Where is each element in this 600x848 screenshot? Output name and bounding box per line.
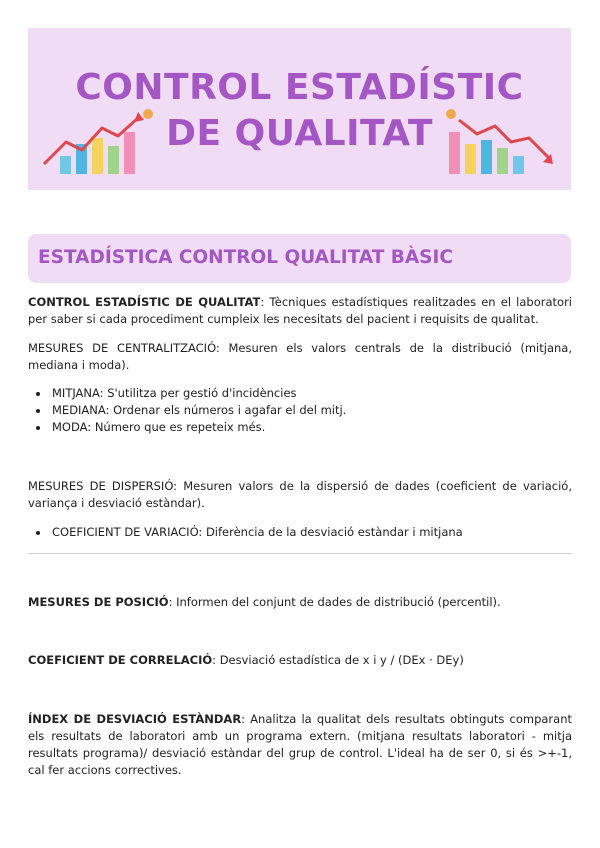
paragraph-centralitzacio: MESURES DE CENTRALITZACIÓ: Mesuren els valors centrals de la distribució (mitjana, mediana i moda). xyxy=(28,341,572,372)
page-title-line-2: DE QUALITAT xyxy=(166,113,433,154)
paragraph-correlacio xyxy=(28,652,572,669)
bar-chart-arrow-icon xyxy=(42,104,154,176)
list-item-mediana: MEDIANA: Ordenar els números i agafar el del mitj. xyxy=(28,402,568,419)
section-heading: ESTADÍSTICA CONTROL QUALITAT BÀSIC xyxy=(38,247,453,268)
definition-control-estadistic: : Tècniques estadístiques realitzades en el laboratori per saber si cada procediment cumpleix les necesitats del pacient i requisits de qualitat. xyxy=(28,295,573,326)
dispersio-list xyxy=(28,524,568,541)
term-index-desviacio: ÍNDEX DE DESVIACIÓ ESTÀNDAR xyxy=(28,712,242,726)
list-item-mitjana: MITJANA: S'utilitza per gestió d'incidències xyxy=(28,385,568,402)
paragraph-index-desviacio xyxy=(28,711,572,779)
paragraph-control-estadistic xyxy=(28,294,572,328)
list-item-moda: MODA: Número que es repeteix més. xyxy=(28,419,568,436)
term-posicio: MESURES DE POSICIÓ xyxy=(28,595,169,609)
bar-chart-arrow-icon xyxy=(445,104,557,176)
list-item-coeficient-variacio: COEFICIENT DE VARIACIÓ: Diferència de la desviació estàndar i mitjana xyxy=(28,524,568,541)
definition-posicio: : Informen del conjunt de dades de distribució (percentil). xyxy=(168,595,501,609)
page-title-line-1: CONTROL ESTADÍSTIC xyxy=(75,67,524,108)
definition-correlacio: : Desviació estadística de x i y / (DEx · DEy) xyxy=(212,653,464,667)
definition-index-desviacio: : Analitza la qualitat dels resultats obtinguts comparant els resultats de laboratori amb un programa extern. (mitjana resultats laboratori - mitja resultats programa)/ desviació estàndar del grup de control. L'ideal ha de ser 0, si és >+-1, cal fer accions correctives. xyxy=(28,712,572,777)
term-correlacio: COEFICIENT DE CORRELACIÓ xyxy=(28,653,213,667)
section-divider xyxy=(28,553,572,554)
title-banner xyxy=(28,28,571,190)
paragraph-dispersio: MESURES DE DISPERSIÓ: Mesuren valors de la dispersió de dades (coeficient de variació, variança i desviació estàndar). xyxy=(28,479,572,510)
paragraph-posicio xyxy=(28,594,572,611)
centralitzacio-list xyxy=(28,385,568,436)
section-heading-box xyxy=(28,234,571,283)
term-control-estadistic: CONTROL ESTADÍSTIC DE QUALITAT xyxy=(28,295,261,309)
